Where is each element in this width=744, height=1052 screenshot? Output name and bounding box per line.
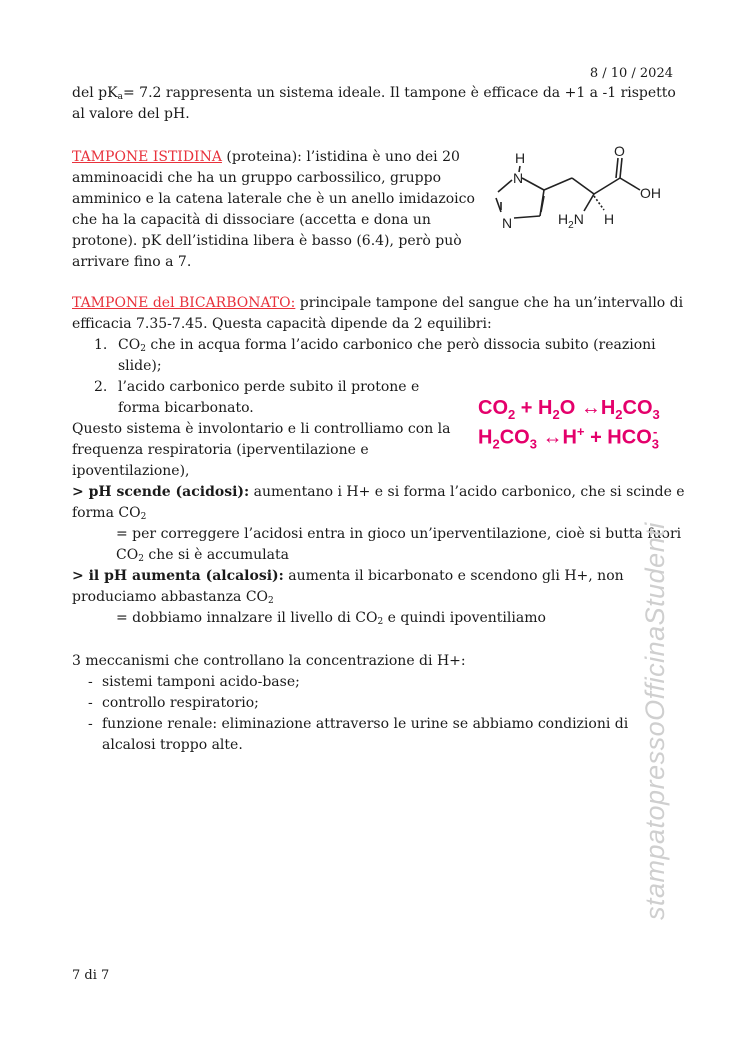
istidina-line-2: amminoacidi che ha un gruppo carbossilico, gruppo	[72, 170, 442, 186]
meccanismi-item-3-cont: alcalosi troppo alte.	[102, 737, 243, 753]
list-item-2: l’acido carbonico perde subito il protone e	[118, 379, 420, 395]
system-line-1: Questo sistema è involontario e li controlliamo con la	[72, 421, 451, 437]
list-item-1: $CO_2$ che in acqua forma l’acido carbonico che però dissocia subito (reazioni	[118, 337, 656, 354]
equation-1: $CO_2 + H_2O$ $\leftrightarrow H_2CO_3$	[478, 397, 660, 422]
bullet-3: -	[88, 716, 93, 732]
bicarbonato-line-1: TAMPONE del BICARBONATO: principale tampone del sangue che ha un’intervallo di	[72, 295, 684, 311]
mol-h-top: H	[515, 150, 526, 166]
system-line-2: frequenza respiratoria (iperventilazione e	[72, 442, 369, 458]
mol-n-top: N	[513, 170, 524, 186]
istidina-line-1: TAMPONE ISTIDINA (proteina): l’istidina è uno dei 20	[72, 149, 460, 165]
bicarbonato-heading: TAMPONE del BICARBONATO:	[72, 295, 296, 311]
equation-2: $H_2CO_3$ ↔H+ + $HCO_3^-$	[478, 424, 659, 452]
meccanismi-intro: 3 meccanismi che controllano la concentrazione di H+:	[72, 653, 466, 669]
mol-amine: $H_2N$	[558, 211, 584, 231]
acidosi-line-4: $CO_2$ che si è accumulata	[116, 547, 289, 564]
istidina-heading: TAMPONE ISTIDINA	[72, 149, 222, 165]
alcalosi-line-3: = dobbiamo innalzare il livello di $CO_2$ e quindi ipoventiliamo	[116, 610, 546, 627]
histidine-structure	[480, 136, 670, 246]
list-item-1-cont: slide);	[118, 358, 162, 374]
istidina-line-3: amminico e la catena laterale che è un anello imidazoico	[72, 191, 475, 207]
mol-h-chiral: H	[604, 211, 615, 227]
list-item-2-cont: forma bicarbonato.	[118, 400, 254, 416]
istidina-line-6: arrivare fino a 7.	[72, 254, 192, 270]
alcalosi-line-1: > il pH aumenta (alcalosi): aumenta il bicarbonato e scendono gli H+, non	[72, 568, 624, 584]
watermark: stampatopressoOfficinaStudenti	[640, 522, 670, 920]
alcalosi-line-2: produciamo abbastanza $CO_2$	[72, 589, 274, 606]
intro-line-1: del $pK_a= 7.2$ rappresenta un sistema ideale. Il tampone è efficace da +1 a -1 rispetto	[72, 85, 676, 102]
page-date: 8 / 10 / 2024	[589, 66, 673, 81]
intro-line-2: al valore del pH.	[72, 106, 190, 122]
mol-n-bottom: N	[502, 215, 513, 231]
meccanismi-item-1: sistemi tamponi acido-base;	[102, 674, 300, 690]
list-number-1: 1.	[94, 337, 108, 353]
istidina-line-4: che ha la capacità di dissociare (accetta e dona un	[72, 212, 431, 228]
page-number: 7 di 7	[72, 968, 110, 983]
meccanismi-item-2: controllo respiratorio;	[102, 695, 259, 711]
bullet-1: -	[88, 674, 93, 690]
acidosi-line-1: > pH scende (acidosi): aumentano i H+ e si forma l’acido carbonico, che si scinde e	[72, 484, 685, 500]
list-number-2: 2.	[94, 379, 108, 395]
acidosi-line-3: = per correggere l’acidosi entra in gioco un’iperventilazione, cioè si butta fuori	[116, 526, 682, 542]
bicarbonato-line-2: efficacia 7.35-7.45. Questa capacità dipende da 2 equilibri:	[72, 316, 492, 332]
meccanismi-item-3: funzione renale: eliminazione attraverso le urine se abbiamo condizioni di	[102, 716, 629, 732]
mol-oxygen: O	[614, 143, 625, 159]
istidina-line-5: protone). pK dell’istidina libera è basso (6.4), però può	[72, 233, 462, 249]
system-line-3: ipoventilazione),	[72, 463, 190, 479]
acidosi-line-2: forma $CO_2$	[72, 505, 147, 522]
mol-hydroxyl: OH	[640, 185, 661, 201]
bullet-2: -	[88, 695, 93, 711]
